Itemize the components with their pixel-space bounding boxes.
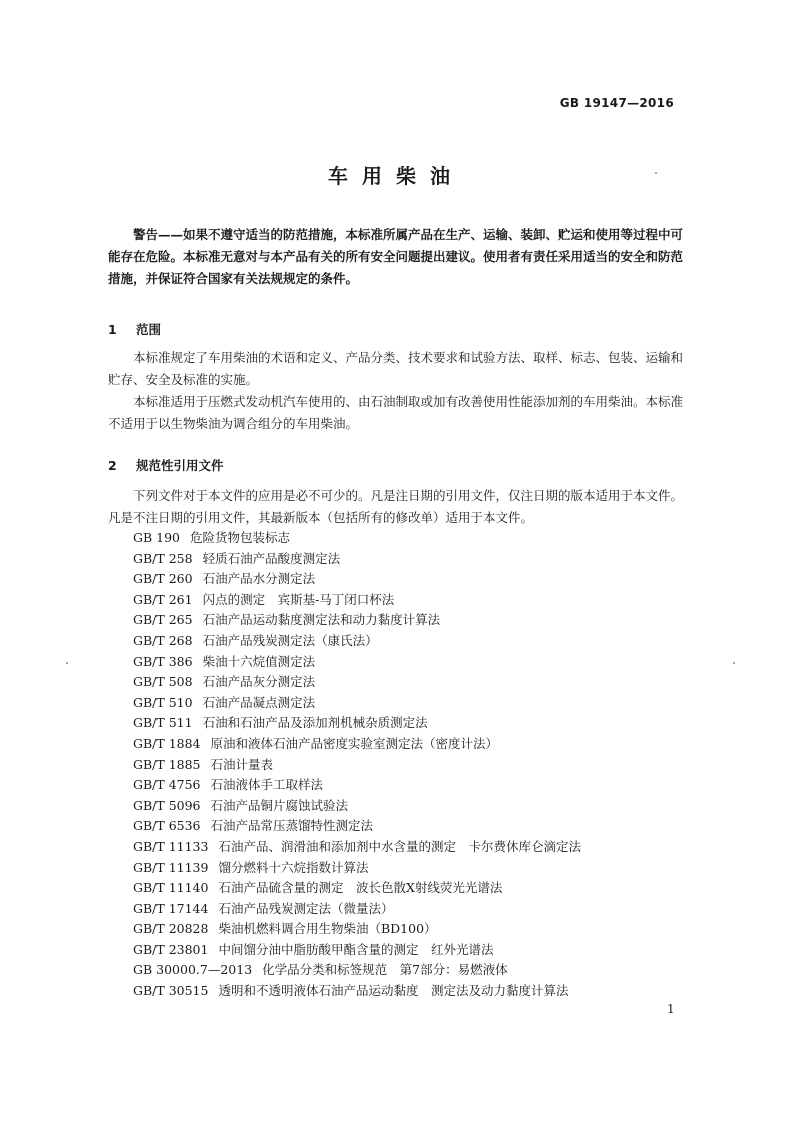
section-1-heading bbox=[108, 320, 161, 338]
reference-item bbox=[133, 816, 693, 837]
reference-code: GB/T 17144 bbox=[133, 900, 209, 916]
section-2-heading bbox=[108, 456, 224, 474]
reference-title: 化学品分类和标签规范 第7部分：易燃液体 bbox=[262, 962, 508, 978]
reference-title: 柴油机燃料调合用生物柴油（BD100） bbox=[218, 921, 437, 937]
reference-list bbox=[133, 528, 693, 1002]
reference-item bbox=[133, 672, 693, 693]
reference-title: 石油产品水分测定法 bbox=[202, 571, 316, 587]
reference-code: GB/T 511 bbox=[133, 715, 193, 731]
scan-speck bbox=[733, 662, 735, 664]
reference-code: GB 30000.7—2013 bbox=[133, 962, 253, 978]
reference-code: GB/T 4756 bbox=[133, 777, 201, 793]
reference-item bbox=[133, 960, 693, 981]
reference-item bbox=[133, 858, 693, 879]
scan-speck bbox=[655, 172, 657, 174]
reference-title: 石油产品灰分测定法 bbox=[202, 674, 316, 690]
reference-code: GB/T 11133 bbox=[133, 838, 209, 854]
section-2-title: 规范性引用文件 bbox=[136, 458, 224, 473]
reference-code: GB 190 bbox=[133, 530, 181, 545]
reference-title: 石油产品残炭测定法（微量法） bbox=[218, 900, 394, 916]
reference-item bbox=[133, 734, 693, 755]
page-title: 车用柴油 bbox=[328, 164, 464, 188]
reference-code: GB/T 6536 bbox=[133, 818, 201, 834]
reference-title: 石油产品、润滑油和添加剂中水含量的测定 卡尔费休库仑滴定法 bbox=[218, 838, 581, 854]
reference-item bbox=[133, 919, 693, 940]
reference-code: GB/T 30515 bbox=[133, 983, 209, 999]
reference-item bbox=[133, 981, 693, 1002]
scan-speck bbox=[66, 662, 68, 664]
reference-code: GB/T 23801 bbox=[133, 941, 209, 957]
page-number: 1 bbox=[667, 1002, 675, 1016]
reference-title: 石油和石油产品及添加剂机械杂质测定法 bbox=[202, 715, 428, 731]
reference-code: GB/T 20828 bbox=[133, 921, 209, 937]
reference-item bbox=[133, 693, 693, 714]
reference-code: GB/T 265 bbox=[133, 612, 193, 628]
section-1-title: 范围 bbox=[136, 322, 162, 337]
reference-title: 石油产品运动黏度测定法和动力黏度计算法 bbox=[202, 612, 441, 628]
reference-title: 馏分燃料十六烷指数计算法 bbox=[218, 859, 369, 875]
reference-code: GB/T 386 bbox=[133, 653, 193, 669]
reference-title: 石油产品常压蒸馏特性测定法 bbox=[210, 818, 374, 834]
reference-code: GB/T 5096 bbox=[133, 797, 201, 813]
reference-title: 危险货物包装标志 bbox=[190, 530, 291, 545]
reference-item bbox=[133, 631, 693, 652]
reference-title: 石油产品凝点测定法 bbox=[202, 694, 316, 710]
section-1-paragraph: 本标准规定了车用柴油的术语和定义、产品分类、技术要求和试验方法、取样、标志、包装、运输和贮存、安全及标准的实施。 bbox=[108, 350, 684, 387]
reference-code: GB/T 261 bbox=[133, 591, 193, 607]
reference-item bbox=[133, 713, 693, 734]
reference-item bbox=[133, 837, 693, 858]
reference-title: 石油产品残炭测定法（康氏法） bbox=[202, 632, 378, 648]
reference-item bbox=[133, 878, 693, 899]
section-2-intro: 下列文件对于本文件的应用是必不可少的。凡是注日期的引用文件，仅注日期的版本适用于本文件。凡是不注日期的引用文件，其最新版本（包括所有的修改单）适用于本文件。 bbox=[108, 488, 684, 525]
reference-code: GB/T 268 bbox=[133, 632, 193, 648]
warning-notice: 警告——如果不遵守适当的防范措施，本标准所属产品在生产、运输、装卸、贮运和使用等过程中可能存在危险。本标准无意对与本产品有关的所有安全问题提出建议。使用者有责任采用适当的安全和防范措施，并保证符合国家有关法规规定的条件。 bbox=[108, 227, 684, 286]
reference-item bbox=[133, 528, 693, 549]
reference-code: GB/T 508 bbox=[133, 674, 193, 690]
reference-title: 中间馏分油中脂肪酸甲酯含量的测定 红外光谱法 bbox=[218, 941, 494, 957]
reference-title: 石油液体手工取样法 bbox=[210, 777, 324, 793]
section-2-number: 2 bbox=[108, 458, 117, 473]
reference-item bbox=[133, 652, 693, 673]
reference-item bbox=[133, 549, 693, 570]
reference-title: 石油产品铜片腐蚀试验法 bbox=[210, 797, 349, 813]
reference-item bbox=[133, 590, 693, 611]
reference-item bbox=[133, 940, 693, 961]
reference-title: 石油计量表 bbox=[210, 756, 274, 772]
reference-code: GB/T 260 bbox=[133, 571, 193, 587]
reference-code: GB/T 258 bbox=[133, 550, 193, 566]
reference-code: GB/T 11139 bbox=[133, 859, 209, 875]
section-1-paragraph: 本标准适用于压燃式发动机汽车使用的、由石油制取或加有改善使用性能添加剂的车用柴油。本标准不适用于以生物柴油为调合组分的车用柴油。 bbox=[108, 394, 684, 431]
reference-item bbox=[133, 899, 693, 920]
reference-item bbox=[133, 796, 693, 817]
reference-item bbox=[133, 610, 693, 631]
section-1-number: 1 bbox=[108, 322, 117, 337]
reference-code: GB/T 1884 bbox=[133, 735, 201, 751]
reference-code: GB/T 510 bbox=[133, 694, 193, 710]
reference-title: 原油和液体石油产品密度实验室测定法（密度计法） bbox=[210, 735, 499, 751]
reference-item bbox=[133, 755, 693, 776]
reference-item bbox=[133, 775, 693, 796]
reference-title: 柴油十六烷值测定法 bbox=[202, 653, 316, 669]
reference-title: 石油产品硫含量的测定 波长色散X射线荧光光谱法 bbox=[218, 880, 503, 896]
reference-title: 透明和不透明液体石油产品运动黏度 测定法及动力黏度计算法 bbox=[218, 983, 569, 999]
standard-number: GB 19147—2016 bbox=[559, 96, 674, 110]
reference-title: 闪点的测定 宾斯基-马丁闭口杯法 bbox=[202, 591, 395, 607]
reference-code: GB/T 1885 bbox=[133, 756, 201, 772]
reference-code: GB/T 11140 bbox=[133, 880, 209, 896]
reference-item bbox=[133, 569, 693, 590]
reference-title: 轻质石油产品酸度测定法 bbox=[202, 550, 341, 566]
